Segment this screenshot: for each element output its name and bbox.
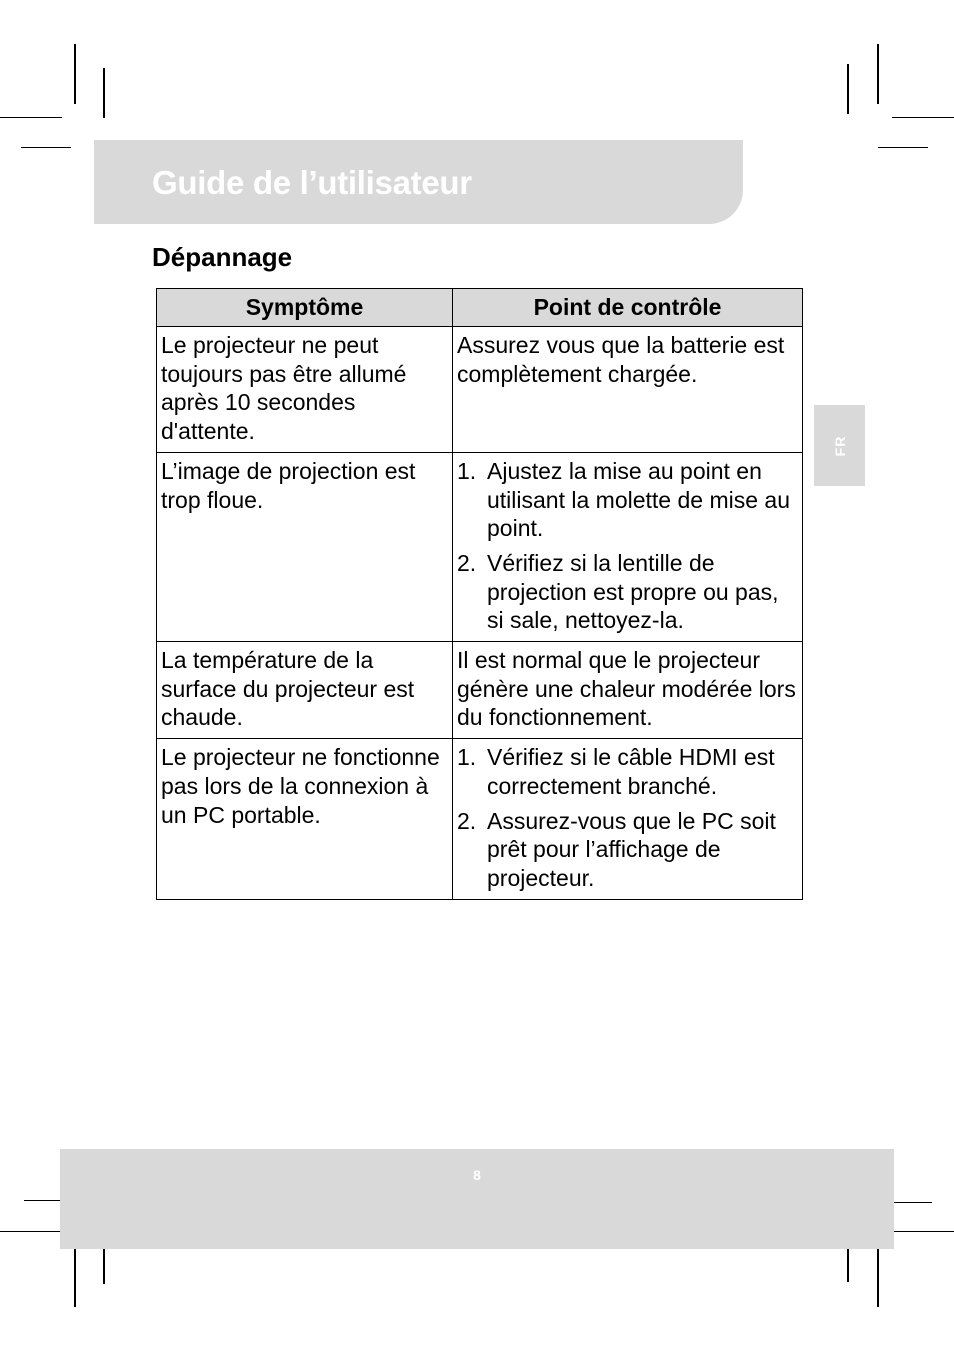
list-item xyxy=(457,457,798,543)
crop-mark xyxy=(24,1200,60,1201)
crop-mark xyxy=(878,147,928,148)
table-header-row xyxy=(157,289,803,327)
crop-mark xyxy=(74,44,76,104)
crop-mark xyxy=(894,1202,932,1203)
list-text: Vérifiez si le câble HDMI est correctement branché. xyxy=(487,744,775,799)
page-title: Guide de l’utilisateur xyxy=(152,164,472,201)
crop-mark xyxy=(847,64,849,114)
crop-mark xyxy=(74,1249,76,1307)
symptom-cell: La température de la surface du projecteur est chaude. xyxy=(157,642,453,739)
footer-band xyxy=(60,1149,894,1249)
language-label: FR xyxy=(831,435,848,456)
list-text: Ajustez la mise au point en utilisant la molette de mise au point. xyxy=(487,457,790,542)
list-item xyxy=(457,807,798,893)
crop-mark xyxy=(0,1231,60,1232)
table-row xyxy=(157,642,803,739)
crop-mark xyxy=(894,1231,954,1232)
check-list xyxy=(457,457,798,635)
crop-mark xyxy=(877,44,879,104)
list-number: 2. xyxy=(457,549,477,576)
page-number: 8 xyxy=(473,1167,481,1183)
list-text: Vérifiez si la lentille de projection est propre ou pas, si sale, nettoyez-la. xyxy=(487,549,779,634)
list-number: 2. xyxy=(457,807,477,834)
crop-mark xyxy=(103,1249,105,1284)
crop-mark xyxy=(21,147,71,148)
list-item xyxy=(457,743,798,800)
table-row xyxy=(157,739,803,900)
crop-mark xyxy=(103,68,105,118)
symptom-cell: Le projecteur ne fonctionne pas lors de la connexion à un PC portable. xyxy=(157,739,453,900)
check-cell: Il est normal que le projecteur génère une chaleur modérée lors du fonctionnement. xyxy=(453,642,803,739)
check-list xyxy=(457,743,798,893)
troubleshooting-table xyxy=(156,288,803,900)
list-item xyxy=(457,549,798,635)
symptom-cell: L’image de projection est trop floue. xyxy=(157,452,453,641)
crop-mark xyxy=(892,117,954,118)
crop-mark xyxy=(877,1249,879,1307)
list-number: 1. xyxy=(457,457,477,484)
table-row xyxy=(157,327,803,453)
column-header-check: Point de contrôle xyxy=(453,289,803,327)
list-text: Assurez-vous que le PC soit prêt pour l’affichage de projecteur. xyxy=(487,807,776,891)
check-cell xyxy=(453,739,803,900)
section-title: Dépannage xyxy=(152,242,293,272)
check-cell: Assurez vous que la batterie est complètement chargée. xyxy=(453,327,803,453)
table-row xyxy=(157,452,803,641)
symptom-cell: Le projecteur ne peut toujours pas être allumé après 10 secondes d'attente. xyxy=(157,327,453,453)
list-number: 1. xyxy=(457,744,477,771)
language-tab xyxy=(814,405,865,486)
crop-mark xyxy=(0,117,62,118)
crop-mark xyxy=(847,1249,849,1282)
column-header-symptom: Symptôme xyxy=(157,289,453,327)
check-cell xyxy=(453,452,803,641)
